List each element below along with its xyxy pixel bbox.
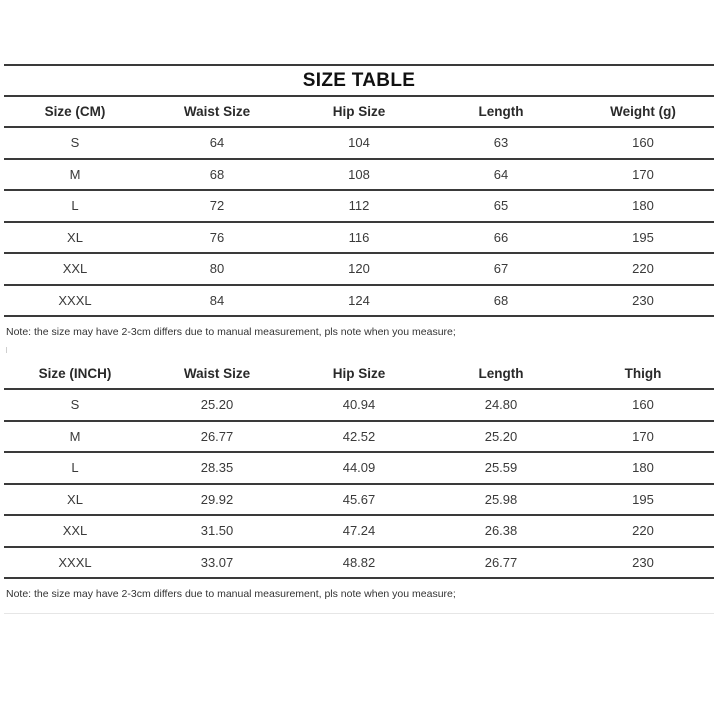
table-cell: 160 — [572, 127, 714, 159]
inch-header-row — [4, 359, 714, 389]
section-divider — [6, 347, 714, 353]
table-cell: 170 — [572, 159, 714, 191]
table-cell: 26.77 — [146, 421, 288, 453]
table-cell: 68 — [430, 285, 572, 317]
table-cell: 220 — [572, 253, 714, 285]
table-cell: 64 — [146, 127, 288, 159]
table-cell: L — [4, 190, 146, 222]
table-row — [4, 127, 714, 159]
table-cell: 47.24 — [288, 515, 430, 547]
table-cell: 42.52 — [288, 421, 430, 453]
table-cell: 230 — [572, 285, 714, 317]
table-row — [4, 484, 714, 516]
table-cell: 40.94 — [288, 389, 430, 421]
table-cell: 120 — [288, 253, 430, 285]
table-cell: 170 — [572, 421, 714, 453]
cm-header-weight: Weight (g) — [572, 97, 714, 127]
table-row — [4, 421, 714, 453]
table-cell: 29.92 — [146, 484, 288, 516]
table-cell: 25.20 — [146, 389, 288, 421]
table-cell: S — [4, 127, 146, 159]
table-cell: 124 — [288, 285, 430, 317]
inch-header-length: Length — [430, 359, 572, 389]
table-cell: 84 — [146, 285, 288, 317]
table-cell: L — [4, 452, 146, 484]
table-cell: 26.77 — [430, 547, 572, 579]
table-cell: 28.35 — [146, 452, 288, 484]
table-row — [4, 547, 714, 579]
table-cell: XXXL — [4, 547, 146, 579]
table-row — [4, 253, 714, 285]
table-row — [4, 515, 714, 547]
table-cell: 230 — [572, 547, 714, 579]
table-cell: 44.09 — [288, 452, 430, 484]
table-cell: XL — [4, 484, 146, 516]
table-cell: 63 — [430, 127, 572, 159]
table-cell: XXXL — [4, 285, 146, 317]
table-cell: 195 — [572, 484, 714, 516]
cm-header-row — [4, 97, 714, 127]
table-row — [4, 190, 714, 222]
size-chart-sheet — [4, 64, 714, 614]
table-cell: 108 — [288, 159, 430, 191]
table-cell: 76 — [146, 222, 288, 254]
cm-header-hip: Hip Size — [288, 97, 430, 127]
table-cell: 195 — [572, 222, 714, 254]
table-cell: 104 — [288, 127, 430, 159]
inch-header-waist: Waist Size — [146, 359, 288, 389]
cm-header-size: Size (CM) — [4, 97, 146, 127]
table-row — [4, 159, 714, 191]
table-cell: XXL — [4, 253, 146, 285]
table-cell: 116 — [288, 222, 430, 254]
cm-header-length: Length — [430, 97, 572, 127]
table-row — [4, 389, 714, 421]
table-cell: 180 — [572, 190, 714, 222]
table-cell: 72 — [146, 190, 288, 222]
table-cell: 25.98 — [430, 484, 572, 516]
table-cell: 26.38 — [430, 515, 572, 547]
table-cell: 48.82 — [288, 547, 430, 579]
table-cell: 25.59 — [430, 452, 572, 484]
inch-header-thigh: Thigh — [572, 359, 714, 389]
table-cell: M — [4, 421, 146, 453]
table-cell: 80 — [146, 253, 288, 285]
table-row — [4, 222, 714, 254]
table-cell: 220 — [572, 515, 714, 547]
page-title: SIZE TABLE — [4, 66, 714, 97]
table-cell: 68 — [146, 159, 288, 191]
table-cell: XL — [4, 222, 146, 254]
cm-measurement-note: Note: the size may have 2-3cm differs due to manual measurement, pls note when you measure; — [6, 326, 456, 338]
cm-header-waist: Waist Size — [146, 97, 288, 127]
inch-measurement-note: Note: the size may have 2-3cm differs due to manual measurement, pls note when you measure; — [6, 588, 456, 600]
table-row — [4, 452, 714, 484]
inch-size-table — [4, 359, 714, 579]
inch-header-hip: Hip Size — [288, 359, 430, 389]
table-cell: 180 — [572, 452, 714, 484]
bottom-faint-rule — [4, 613, 714, 614]
table-cell: 112 — [288, 190, 430, 222]
table-cell: S — [4, 389, 146, 421]
table-cell: 66 — [430, 222, 572, 254]
table-cell: M — [4, 159, 146, 191]
table-cell: 31.50 — [146, 515, 288, 547]
table-cell: 33.07 — [146, 547, 288, 579]
table-cell: 160 — [572, 389, 714, 421]
cm-size-table — [4, 97, 714, 317]
inch-header-size: Size (INCH) — [4, 359, 146, 389]
table-cell: 24.80 — [430, 389, 572, 421]
table-cell: 25.20 — [430, 421, 572, 453]
table-cell: XXL — [4, 515, 146, 547]
table-cell: 64 — [430, 159, 572, 191]
table-cell: 45.67 — [288, 484, 430, 516]
table-cell: 67 — [430, 253, 572, 285]
table-cell: 65 — [430, 190, 572, 222]
table-row — [4, 285, 714, 317]
